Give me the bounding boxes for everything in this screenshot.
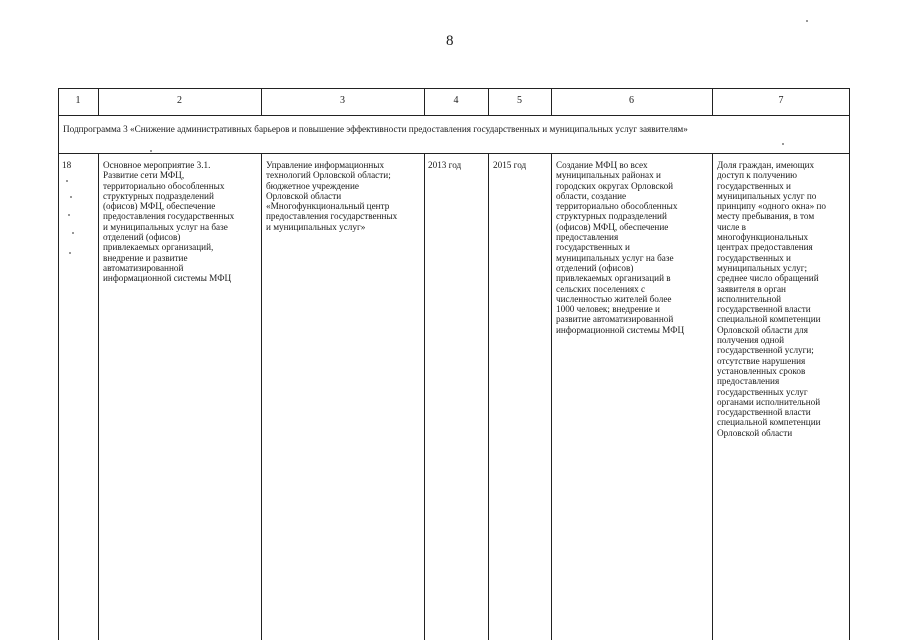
column-number-7: 7 <box>778 95 784 106</box>
scan-speck <box>66 180 68 182</box>
measure-cell: Основное мероприятие 3.1. Развитие сети МФЦ, территориально обособленных структурных подразделений (офисов) МФЦ, обеспечение предоставления государственных и муниципальных услуг на базе отделений (офисов) привлекаемых организаций, внедрение и развитие автоматизированной информационной системы МФЦ <box>103 160 235 284</box>
col-divider-5 <box>551 153 552 640</box>
table-top-border <box>58 88 850 89</box>
start-year-cell: 2013 год <box>428 160 462 170</box>
column-number-6: 6 <box>629 95 634 106</box>
indicator-cell: Доля граждан, имеющих доступ к получению государственных и муниципальных услуг по принципу «одного окна» по месту пребывания, в том числе в многофункциональных центрах предоставления государственных и муниципальных услуг; среднее число обращений заявителя в орган исполнительной государственной власти специальной компетенции Орловской области для получения одной государственной услуги; отсутствие нарушения установленных сроков предоставления государственных услуг органами исполнительной государственной власти специальной компетенции Орловской области <box>717 160 826 438</box>
row-number-cell: 18 <box>62 160 72 170</box>
col-divider-4 <box>488 153 489 640</box>
column-number-3: 3 <box>340 95 345 106</box>
header-row-divider <box>58 115 850 116</box>
scan-speck <box>150 150 152 152</box>
scan-speck <box>806 20 808 22</box>
col-divider-6 <box>712 153 713 640</box>
executor-cell: Управление информационных технологий Орловской области; бюджетное учреждение Орловской области «Многофункциональный центр предоставления государственных и муниципальных услуг» <box>266 160 398 232</box>
result-cell: Создание МФЦ во всех муниципальных районах и городских округах Орловской области, создание территориально обособленных структурных подразделений (офисов) МФЦ, обеспечение предоставления государственных и муниципальных услуг на базе отделений (офисов) привлекаемых организаций в сельских поселениях с численностью жителей более 1000 человек; внедрение и развитие автоматизированной информационной системы МФЦ <box>556 160 685 335</box>
column-number-2: 2 <box>177 95 182 106</box>
col-divider-2 <box>261 153 262 640</box>
scan-speck <box>68 214 70 216</box>
scan-speck <box>72 232 74 234</box>
subprogram-row-divider <box>58 153 850 154</box>
page-number: 8 <box>446 33 454 49</box>
column-number-4: 4 <box>453 95 459 106</box>
col-divider-1 <box>98 153 99 640</box>
column-number-1: 1 <box>75 95 81 106</box>
end-year-cell: 2015 год <box>493 160 527 170</box>
col-divider-3 <box>424 153 425 640</box>
scan-speck <box>69 252 71 254</box>
column-number-5: 5 <box>517 95 522 106</box>
scan-speck <box>782 143 784 145</box>
subprogram-title: Подпрограмма 3 «Снижение административных барьеров и повышение эффективности предоставления государственных и муниципальных услуг заявителям» <box>63 124 688 134</box>
scan-speck <box>70 196 72 198</box>
